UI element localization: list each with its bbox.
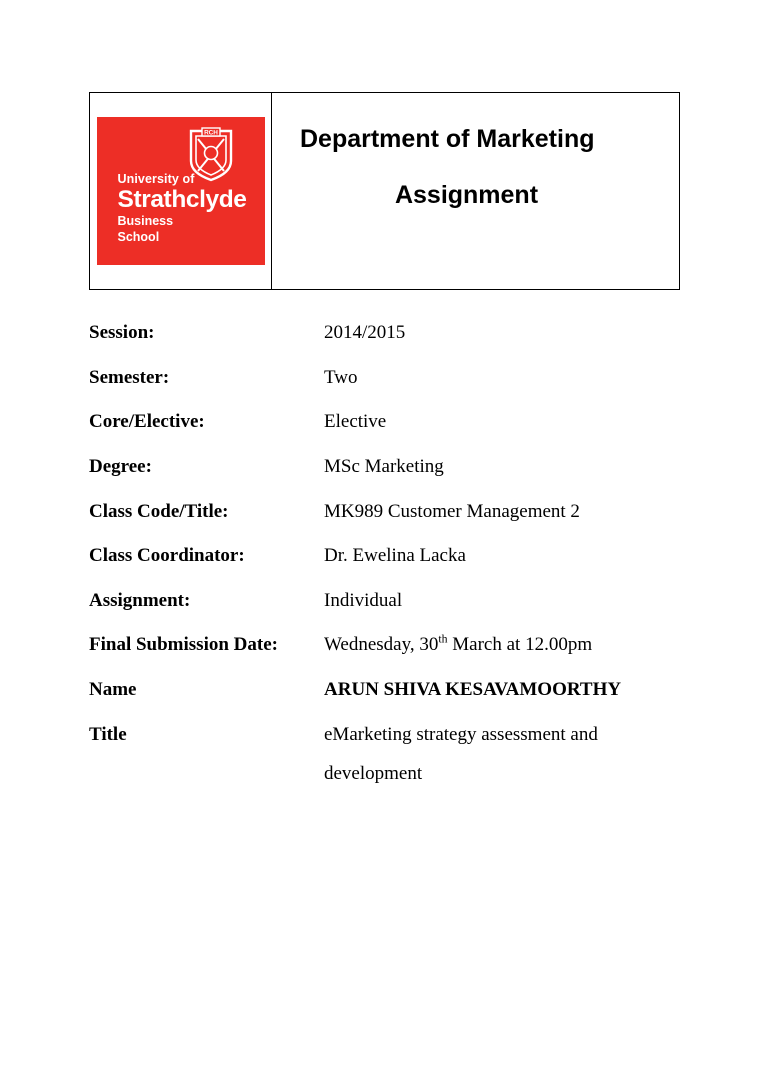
field-row (89, 543, 689, 569)
field-label-name: Name (89, 679, 137, 701)
field-row (89, 499, 689, 525)
metadata-fields (89, 320, 689, 806)
field-value-semester: Two (324, 366, 358, 388)
submission-date-ordinal: th (438, 633, 448, 647)
field-row (89, 588, 689, 614)
submission-date-after: March at 12.00pm (447, 634, 593, 656)
field-label-degree: Degree: (89, 455, 152, 477)
field-label-final-submission-date: Final Submission Date: (89, 634, 278, 656)
header-table (89, 92, 680, 290)
page-title: Department of Marketing (300, 125, 595, 153)
page-subtitle: Assignment (394, 180, 539, 209)
field-row (89, 454, 689, 480)
title-value-line-1: eMarketing strategy assessment and (324, 723, 598, 745)
field-value-session: 2014/2015 (324, 322, 406, 343)
svg-text:RCH: RCH (203, 129, 218, 137)
field-label-semester: Semester: (89, 366, 170, 388)
field-value-assignment: Individual (324, 589, 403, 611)
field-value-title (324, 722, 689, 787)
field-label-title: Title (89, 723, 127, 745)
field-value-name: ARUN SHIVA KESAVAMOORTHY (324, 679, 622, 701)
header-title-cell (272, 93, 679, 289)
strathclyde-logo (97, 117, 265, 265)
logo-cell (90, 93, 272, 289)
field-label-core-elective: Core/Elective: (89, 411, 205, 433)
field-row (89, 677, 689, 703)
field-label-class-coordinator: Class Coordinator: (89, 545, 245, 567)
logo-line-school: School (117, 229, 160, 244)
field-row (89, 320, 689, 346)
field-label-session: Session: (89, 322, 155, 343)
field-value-degree: MSc Marketing (324, 455, 444, 477)
logo-line-university-of: University of (117, 172, 195, 186)
logo-line-business: Business (117, 213, 174, 228)
submission-date-before: Wednesday, 30 (324, 634, 439, 656)
title-value-line-2: development (324, 763, 423, 785)
field-label-class-code-title: Class Code/Title: (89, 500, 229, 522)
field-row (89, 632, 689, 658)
field-row (89, 722, 689, 787)
field-value-class-code-title: MK989 Customer Management 2 (324, 500, 580, 522)
field-value-class-coordinator: Dr. Ewelina Lacka (324, 545, 466, 567)
field-label-assignment: Assignment: (89, 589, 191, 611)
field-value-final-submission-date (324, 632, 689, 658)
logo-line-strathclyde: Strathclyde (117, 186, 247, 214)
field-value-core-elective: Elective (324, 411, 387, 433)
field-row (89, 365, 689, 391)
logo-wordmark (118, 173, 247, 244)
field-row (89, 409, 689, 435)
